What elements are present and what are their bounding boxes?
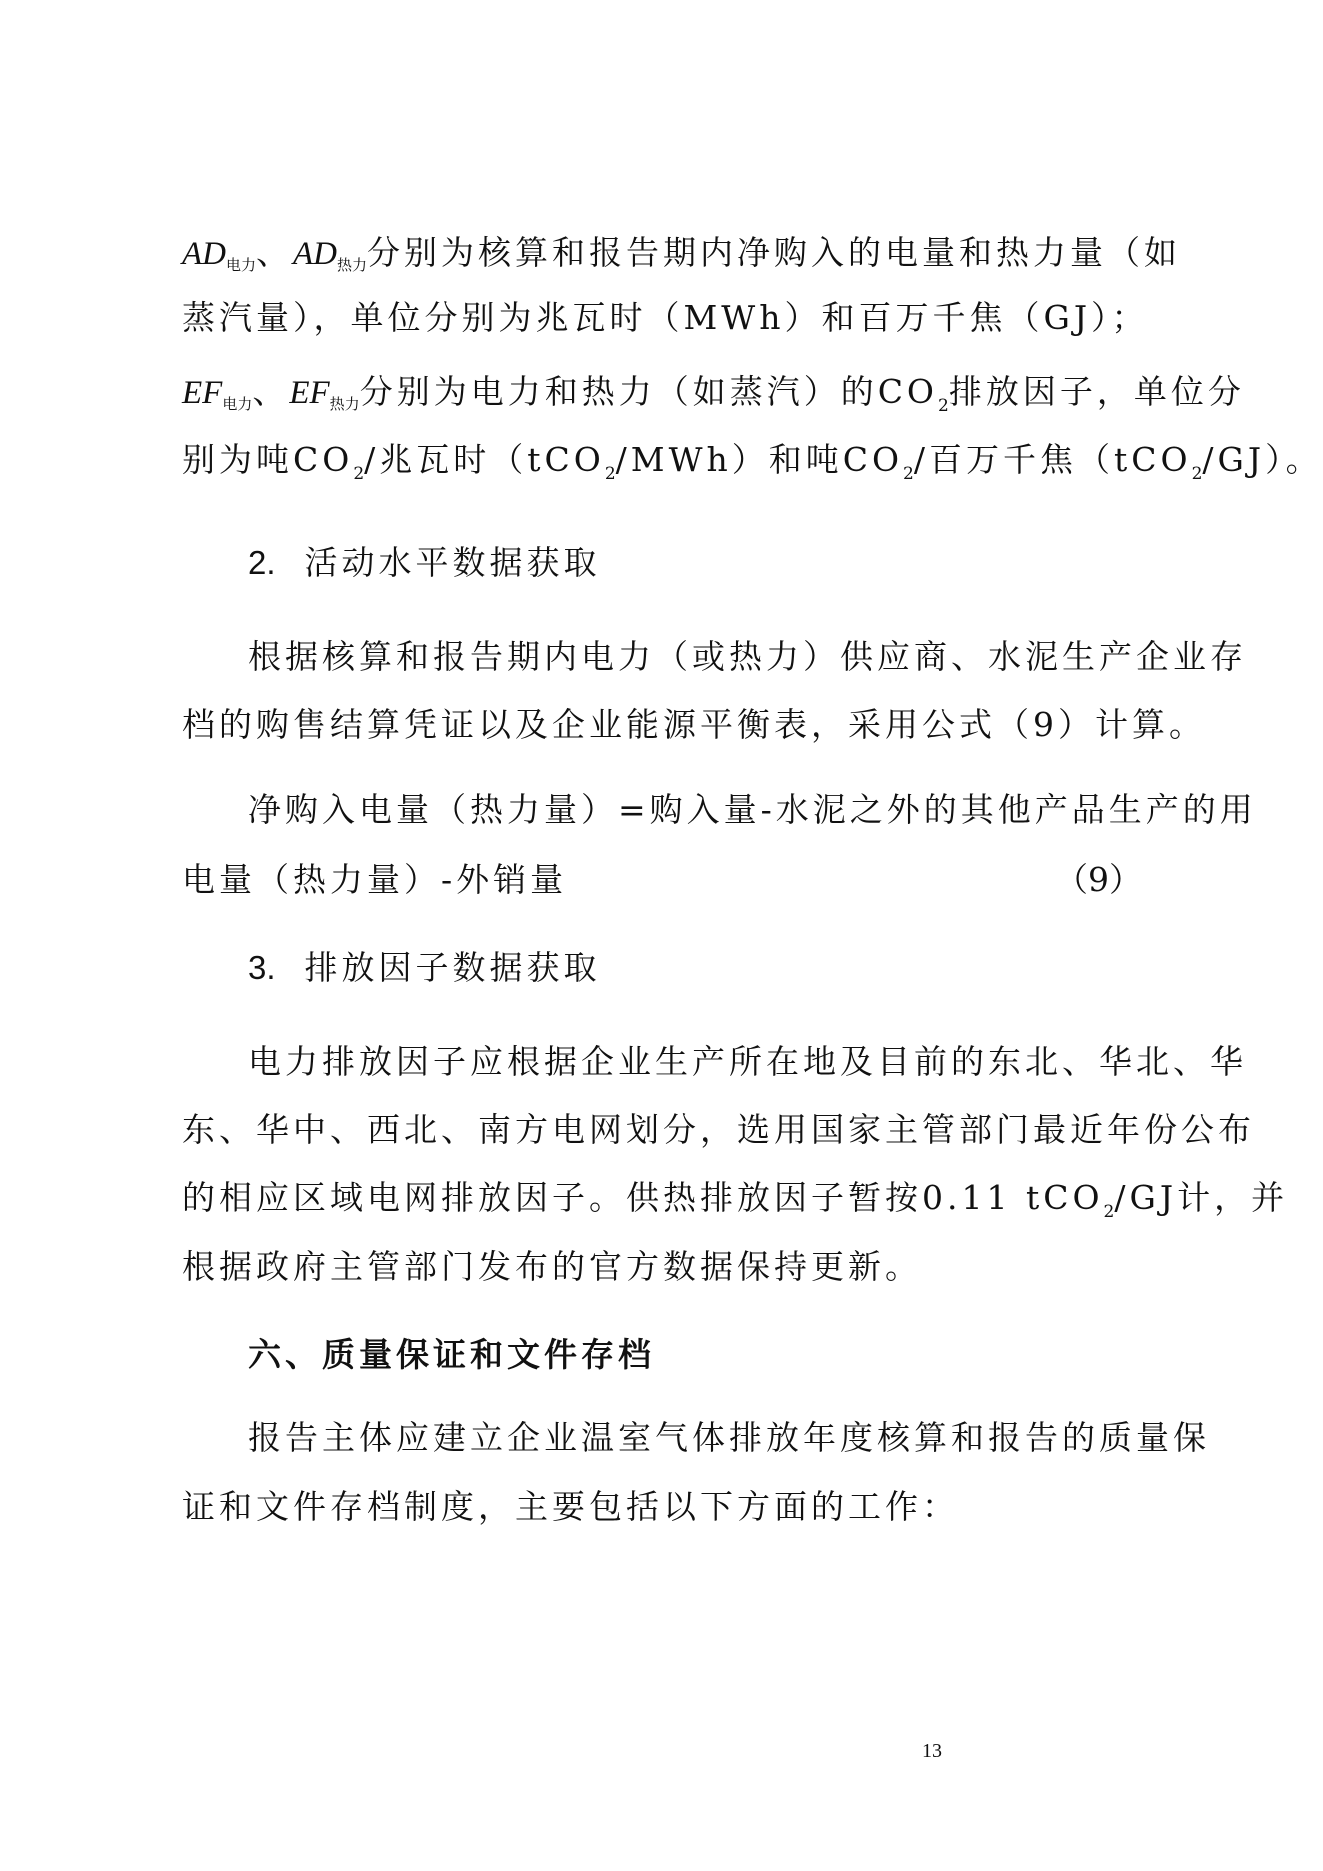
ef-unit-text: /GJ）。 bbox=[1202, 440, 1323, 479]
section-2-paragraph-line-2: 档的购售结算凭证以及企业能源平衡表，采用公式（9）计算。 bbox=[182, 705, 1206, 744]
ef-unit-text: 别为吨CO bbox=[182, 440, 354, 479]
ef-symbol: EF bbox=[182, 375, 223, 411]
ad-definition-line-1 bbox=[182, 233, 1182, 285]
section-2-paragraph-line-1: 根据核算和报告期内电力（或热力）供应商、水泥生产企业存 bbox=[248, 637, 1247, 676]
ad-symbol: AD bbox=[182, 236, 226, 272]
ef-definition-text: 分别为电力和热力（如蒸汽）的CO bbox=[359, 372, 938, 411]
ef-definition-line-2 bbox=[182, 440, 1323, 494]
ad-subscript-electricity: 电力 bbox=[226, 256, 257, 274]
formula-9-line-1: 净购入电量（热力量）=购入量-水泥之外的其他产品生产的用 bbox=[248, 790, 1257, 829]
ef-subscript-heat: 热力 bbox=[329, 395, 360, 413]
ef-definition-line-1 bbox=[182, 372, 1245, 426]
formula-9-line-2 bbox=[182, 860, 1142, 900]
co2-subscript: 2 bbox=[1191, 464, 1203, 484]
section-3-heading bbox=[248, 948, 1142, 988]
section-number: 3. bbox=[248, 949, 276, 986]
ef-unit-text: /兆瓦时（tCO bbox=[364, 440, 605, 479]
paragraph-text: /GJ计，并 bbox=[1114, 1178, 1289, 1217]
co2-subscript: 2 bbox=[604, 464, 616, 484]
ef-definition-tail: 排放因子，单位分 bbox=[948, 372, 1245, 411]
section-3-paragraph-line-4: 根据政府主管部门发布的官方数据保持更新。 bbox=[182, 1247, 922, 1286]
section-title: 排放因子数据获取 bbox=[304, 948, 601, 987]
co2-subscript: 2 bbox=[1103, 1202, 1115, 1222]
formula-number: （9） bbox=[1055, 860, 1142, 899]
ad-definition-text: 分别为核算和报告期内净购入的电量和热力量（如 bbox=[367, 233, 1182, 272]
section-6-heading: 六、质量保证和文件存档 bbox=[248, 1335, 655, 1374]
ef-unit-text: /百万千焦（tCO bbox=[913, 440, 1192, 479]
section-3-paragraph-line-1: 电力排放因子应根据企业生产所在地及目前的东北、华北、华 bbox=[248, 1042, 1247, 1081]
section-2-heading bbox=[248, 543, 1142, 583]
section-6-paragraph-line-2: 证和文件存档制度，主要包括以下方面的工作： bbox=[182, 1487, 959, 1526]
co2-subscript: 2 bbox=[938, 396, 949, 416]
section-number: 2. bbox=[248, 544, 276, 581]
ef-unit-text: /MWh）和吨CO bbox=[615, 440, 904, 479]
section-3-paragraph-line-2: 东、华中、西北、南方电网划分，选用国家主管部门最近年份公布 bbox=[182, 1110, 1255, 1149]
paragraph-text: 的相应区域电网排放因子。供热排放因子暂按0.11 tCO bbox=[182, 1178, 1104, 1217]
co2-subscript: 2 bbox=[353, 464, 365, 484]
ad-symbol: AD bbox=[293, 236, 338, 272]
co2-subscript: 2 bbox=[903, 464, 914, 484]
page-number: 13 bbox=[922, 1740, 942, 1762]
section-title: 活动水平数据获取 bbox=[304, 543, 601, 582]
ef-subscript-electricity: 电力 bbox=[222, 395, 253, 413]
section-3-paragraph-line-3 bbox=[182, 1178, 1289, 1232]
ad-definition-line-2: 蒸汽量），单位分别为兆瓦时（MWh）和百万千焦（GJ）； bbox=[182, 298, 1149, 337]
section-6-paragraph-line-1: 报告主体应建立企业温室气体排放年度核算和报告的质量保 bbox=[248, 1418, 1210, 1457]
ef-symbol: EF bbox=[289, 375, 330, 411]
formula-text: 电量（热力量）-外销量 bbox=[182, 860, 568, 899]
separator: 、 bbox=[252, 372, 290, 411]
ad-subscript-heat: 热力 bbox=[337, 256, 368, 274]
separator: 、 bbox=[256, 233, 294, 272]
